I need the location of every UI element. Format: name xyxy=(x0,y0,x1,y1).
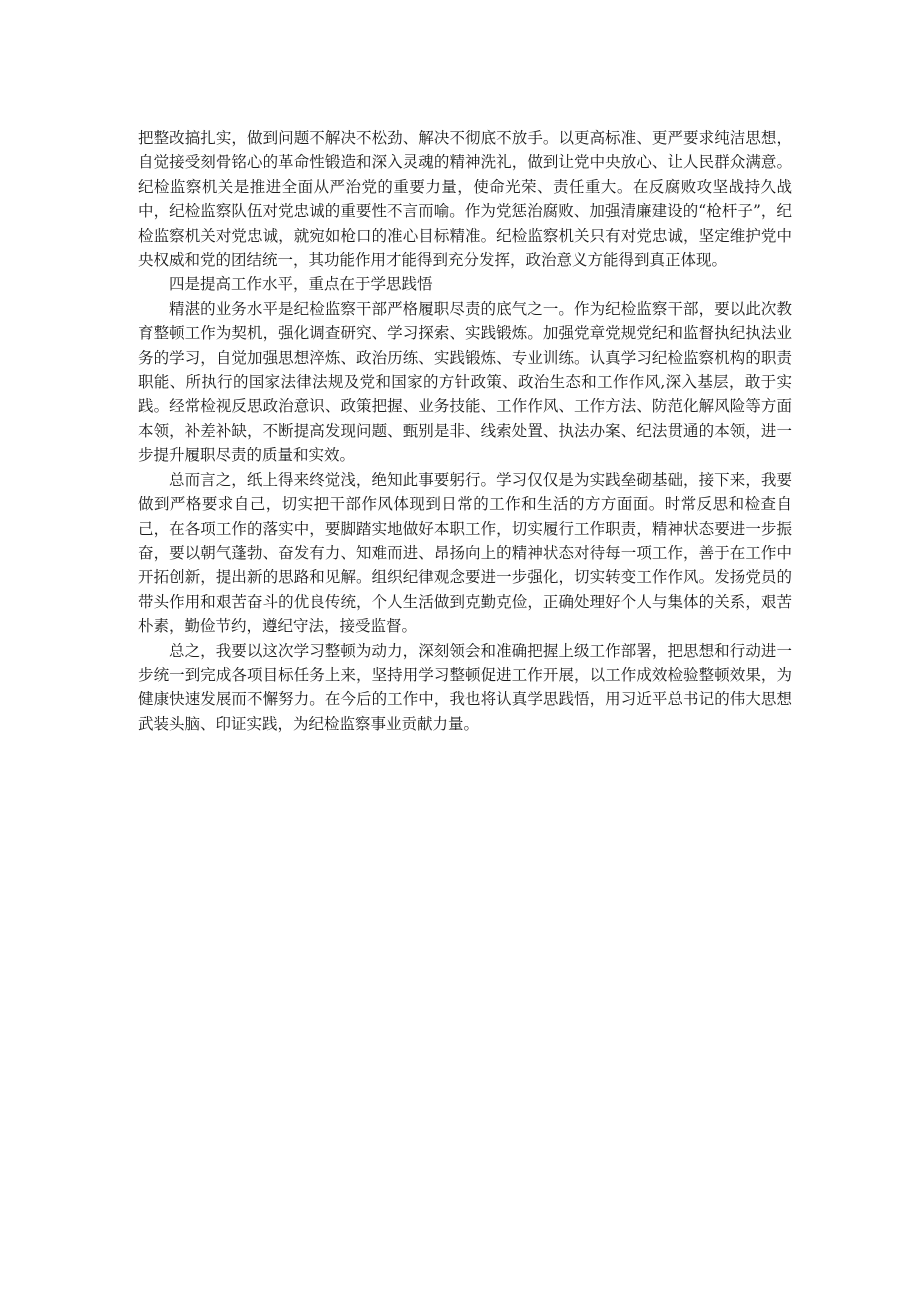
paragraph-in-summary: 总而言之，纸上得来终觉浅，绝知此事要躬行。学习仅仅是为实践垒砌基础，接下来，我要做到严格要求自己，切实把干部作风体现到日常的工作和生活的方方面面。时常反思和检查自己，在各项工作的落实中，要脚踏实地做好本职工作，切实履行工作职责，精神状态要进一步振奋，要以朝气蓬勃、奋发有力、知难而进、昂扬向上的精神状态对待每一项工作，善于在工作中开拓创新，提出新的思路和见解。组织纪律观念要进一步强化，切实转变工作作风。发扬党员的带头作用和艰苦奋斗的优良传统，个人生活做到克勤克俭，正确处理好个人与集体的关系，艰苦朴素，勤俭节约，遵纪守法，接受监督。 xyxy=(138,470,792,636)
section-heading-four: 四是提高工作水平，重点在于学思践悟 xyxy=(169,275,433,294)
paragraph-work-level: 精湛的业务水平是纪检监察干部严格履职尽责的底气之一。作为纪检监察干部，要以此次教育整顿工作为契机，强化调查研究、学习探索、实践锻炼。加强党章党规党纪和监督执纪执法业务的学习，自觉加强思想淬炼、政治历练、实践锻炼、专业训练。认真学习纪检监察机构的职责职能、所执行的国家法律法规及党和国家的方针政策、政治生态和工作作风,深入基层，敢于实践。经常检视反思政治意识、政策把握、业务技能、工作作风、工作方法、防范化解风险等方面本领，补差补缺，不断提高发现问题、甄别是非、线索处置、执法办案、纪法贯通的本领，进一步提升履职尽责的质量和实效。 xyxy=(138,299,792,465)
paragraph-continuation: 把整改搞扎实，做到问题不解决不松劲、解决不彻底不放手。以更高标准、更严要求纯洁思想，自觉接受刻骨铭心的革命性锻造和深入灵魂的精神洗礼，做到让党中央放心、让人民群众满意。纪检监察机关是推进全面从严治党的重要力量，使命光荣、责任重大。在反腐败攻坚战持久战中，纪检监察队伍对党忠诚的重要性不言而喻。作为党惩治腐败、加强清廉建设的“枪杆子”，纪检监察机关对党忠诚，就宛如枪口的准心目标精准。纪检监察机关只有对党忠诚，坚定维护党中央权威和党的团结统一，其功能作用才能得到充分发挥，政治意义方能得到真正体现。 xyxy=(138,129,792,270)
paragraph-conclusion: 总之，我要以这次学习整顿为动力，深刻领会和准确把握上级工作部署，把思想和行动进一步统一到完成各项目标任务上来，坚持用学习整顿促进工作开展，以工作成效检验整顿效果，为健康快速发展而不懈努力。在今后的工作中，我也将认真学思践悟，用习近平总书记的伟大思想武装头脑、印证实践，为纪检监察事业贡献力量。 xyxy=(138,641,792,733)
document-page xyxy=(138,126,792,736)
